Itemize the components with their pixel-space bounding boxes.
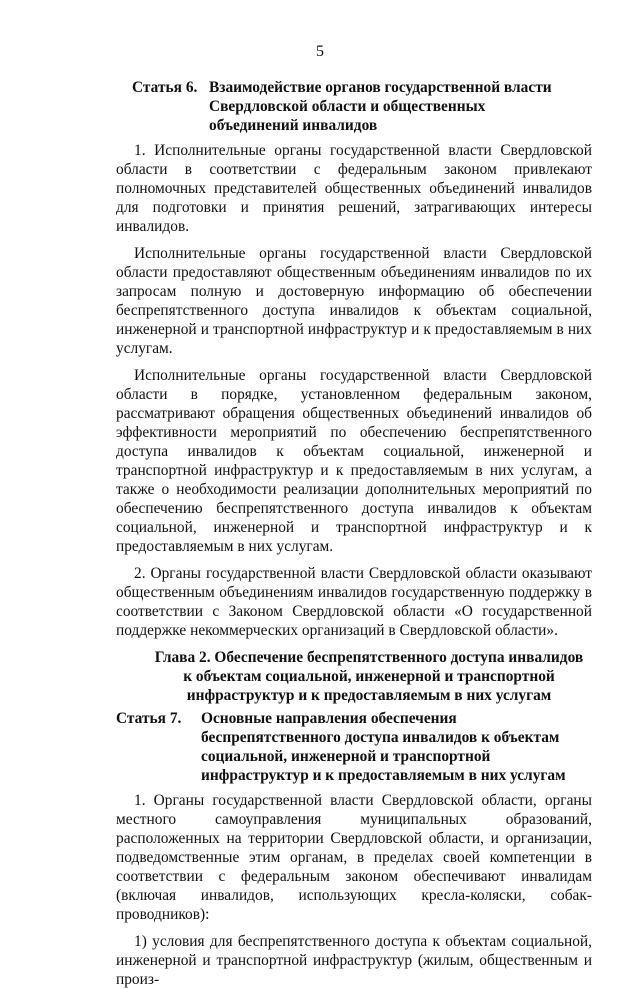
article-6-label: Статья 6. — [132, 79, 198, 96]
article-7-paragraph-2: 1) условия для беспрепятственного доступа к объектам социальной, инженерной и транспортной инфраструктур (жилым, общественным и произ- — [116, 933, 592, 988]
article-6-paragraph-2: Исполнительные органы государственной власти Свердловской области предоставляют общественным объединениям инвалидов по их запросам полную и достоверную информацию об обеспечении беспрепятственного доступа инвалидов к объектам социальной, инженерной и транспортной инфраструктур и к предоставляемым в них услугам. — [116, 245, 592, 357]
article-7-title: Основные направления обеспечения беспрепятственного доступа инвалидов к объектам социальной, инженерной и транспортной инфраструктур и к предоставляемым в них услугам — [201, 710, 566, 784]
chapter-2-heading-line-3: инфраструктур и к предоставляемым в них услугам — [186, 687, 552, 704]
article-7-heading — [116, 709, 592, 785]
article-6-heading — [124, 78, 592, 135]
article-6-paragraph-4: 2. Органы государственной власти Свердловской области оказывают общественным объединениям инвалидов государственную поддержку в соответствии с Законом Свердловской области «О государственной поддержке некоммерческих организаций в Свердловской области». — [116, 565, 592, 639]
article-6-paragraph-3: Исполнительные органы государственной власти Свердловской области в порядке, установленном федеральным законом, рассматривают обращения общественных объединений инвалидов об эффективности мероприятий по обеспечению беспрепятственного доступа инвалидов к объектам социальной, инженерной и транспортной инфраструктур и к предоставляемым в них услугам, а также о необходимости реализации дополнительных мероприятий по обеспечению беспрепятственного доступа инвалидов к объектам социальной, инженерной и транспортной инфраструктур и к предоставляемым в них услугам. — [116, 367, 592, 555]
article-6-paragraph-1: 1. Исполнительные органы государственной власти Свердловской области в соответствии с федеральным законом привлекают полномочных представителей общественных объединений инвалидов для подготовки и принятия решений, затрагивающих интересы инвалидов. — [116, 142, 592, 235]
page-content — [116, 78, 592, 989]
chapter-2-heading-line-1: Глава 2. Обеспечение беспрепятственного доступа инвалидов — [154, 649, 584, 666]
page-number: 5 — [316, 43, 324, 60]
chapter-2-heading-line-2: к объектам социальной, инженерной и транспортной — [183, 668, 555, 685]
article-7-paragraph-1: 1. Органы государственной власти Свердловской области, органы местного самоуправления муниципальных образований, расположенных на территории Свердловской области, и организации, подведомственные этим органам, в пределах своей компетенции в соответствии с федеральным законом обеспечивают инвалидам (включая инвалидов, использующих кресла-коляски, собак-проводников): — [116, 792, 592, 923]
article-7-label: Статья 7. — [116, 710, 182, 727]
chapter-2-heading — [116, 648, 592, 705]
article-6-title: Взаимодействие органов государственной власти Свердловской области и общественных объединений инвалидов — [209, 79, 552, 134]
